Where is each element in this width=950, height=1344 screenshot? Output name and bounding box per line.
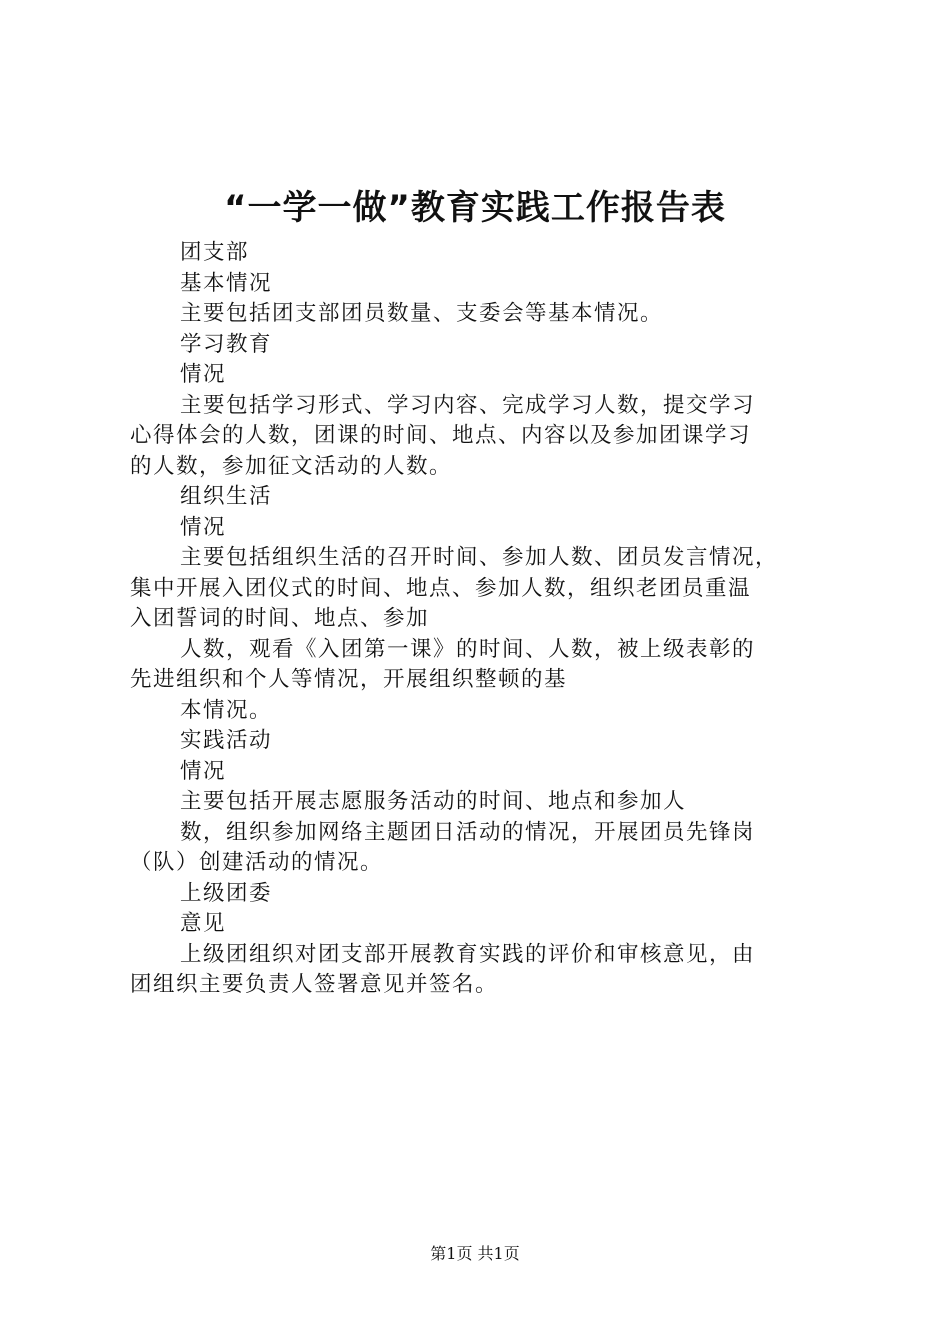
text-line: 主要包括开展志愿服务活动的时间、地点和参加人: [180, 789, 687, 814]
text-line: 实践活动: [180, 728, 273, 753]
text-line: 意见: [180, 911, 227, 936]
text-line: 人数，观看《入团第一课》的时间、人数，被上级表彰的: [180, 636, 756, 662]
text-line: 主要包括团支部团员数量、支委会等基本情况。: [180, 301, 664, 326]
text-line: 先进组织和个人等情况，开展组织整顿的基: [130, 667, 568, 692]
text-line: 上级团组织对团支部开展教育实践的评价和审核意见，由: [180, 941, 756, 967]
text-line: 团组织主要负责人签署意见并签名。: [130, 972, 499, 997]
text-line: 入团誓词的时间、地点、参加: [130, 606, 430, 631]
text-line: 集中开展入团仪式的时间、地点、参加人数，组织老团员重温: [130, 575, 752, 601]
text-line: 心得体会的人数，团课的时间、地点、内容以及参加团课学习: [130, 423, 752, 448]
document-body: [130, 238, 850, 1001]
text-line: 学习教育: [180, 331, 273, 357]
text-line: 上级团委: [180, 880, 273, 906]
text-line: 主要包括组织生活的召开时间、参加人数、团员发言情况，: [180, 545, 779, 570]
text-line: （队）创建活动的情况。: [130, 850, 384, 875]
page-footer: 第1页 共1页: [430, 1244, 520, 1263]
text-line: 团支部: [180, 240, 250, 265]
text-line: 数，组织参加网络主题团日活动的情况，开展团员先锋岗: [180, 819, 756, 845]
text-line: 情况: [180, 758, 227, 784]
text-line: 基本情况: [180, 270, 273, 296]
text-line: 情况: [180, 362, 227, 387]
text-line: 主要包括学习形式、学习内容、完成学习人数，提交学习: [180, 392, 756, 418]
text-line: 组织生活: [180, 484, 273, 509]
text-line: 情况: [180, 514, 227, 540]
document-title: “一学一做”教育实践工作报告表: [224, 188, 726, 228]
text-line: 的人数，参加征文活动的人数。: [130, 453, 453, 479]
text-line: 本情况。: [180, 697, 273, 723]
